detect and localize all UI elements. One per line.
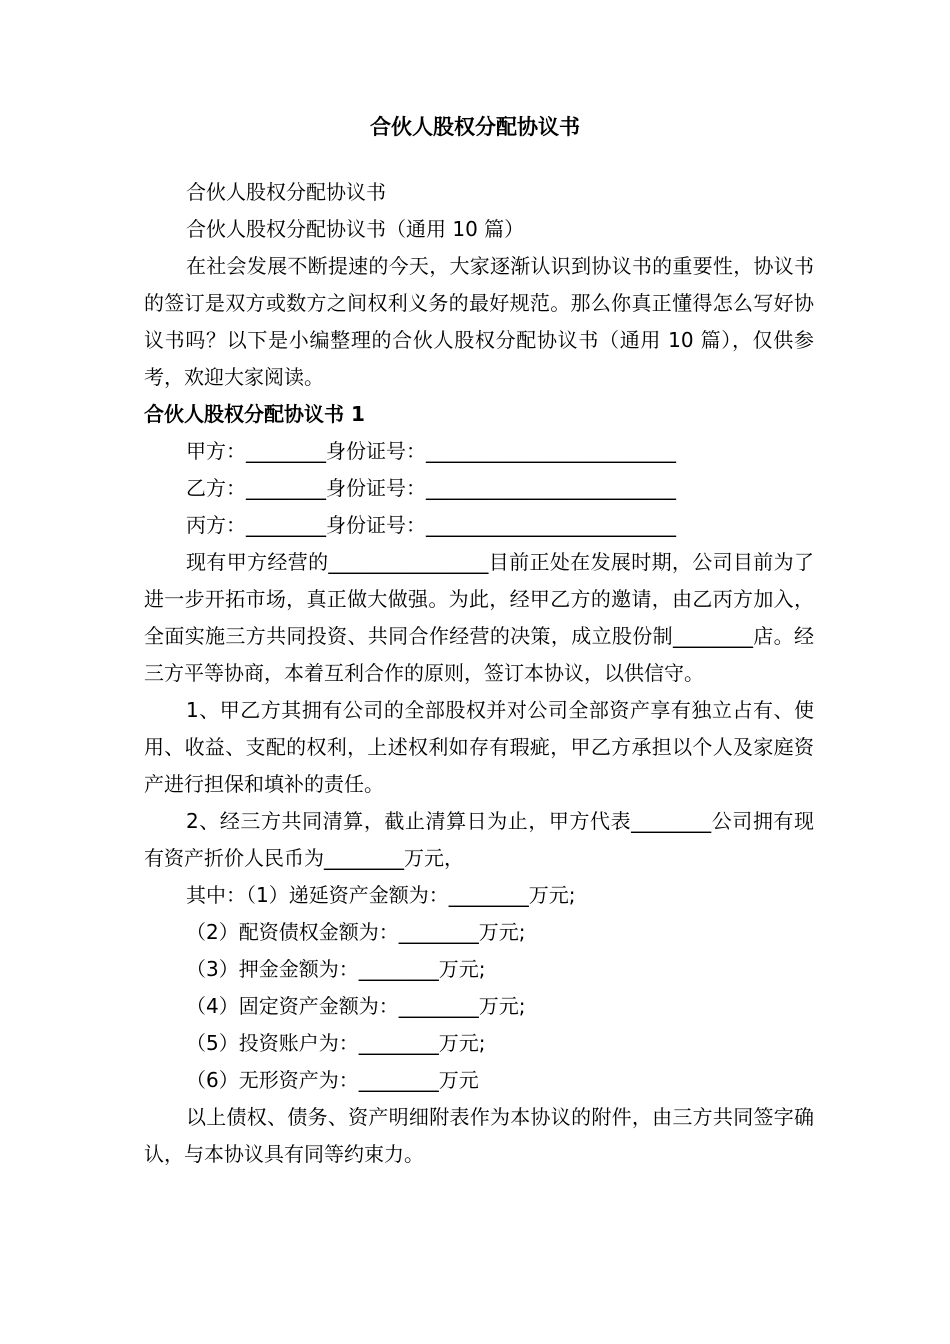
section-heading: 合伙人股权分配协议书 1: [144, 402, 365, 426]
background-paragraph: 现有甲方经营的________________目前正处在发展时期，公司目前为了进一步开拓市场，真正做大做强。为此，经甲乙方的邀请，由乙丙方加入，全面实施三方共同投资、共同合作经营的决策，成立股份制________店。经三方平等协商，本着互利合作的原则，签订本协议，以供信守。: [144, 550, 814, 685]
clause-2-paragraph: 2、经三方共同清算，截止清算日为止，甲方代表________公司拥有现有资产折价人民币为________万元，: [144, 809, 814, 870]
asset-item-6: （6）无形资产为：________万元: [186, 1068, 479, 1092]
document-title: 合伙人股权分配协议书: [370, 115, 580, 139]
clause-1-paragraph: 1、甲乙方其拥有公司的全部股权并对公司全部资产享有独立占有、使用、收益、支配的权利，上述权利如存有瑕疵，甲乙方承担以个人及家庭资产进行担保和填补的责任。: [144, 698, 814, 796]
asset-item-1: 其中：（1）递延资产金额为：________万元;: [186, 883, 576, 907]
party-b-line: 乙方：________身份证号：_________________________: [186, 476, 676, 500]
intro-paragraph: 在社会发展不断提速的今天，大家逐渐认识到协议书的重要性，协议书的签订是双方或数方之间权利义务的最好规范。那么你真正懂得怎么写好协议书吗？以下是小编整理的合伙人股权分配协议书（通用 10 篇），仅供参考，欢迎大家阅读。: [144, 254, 814, 389]
document-body: [144, 174, 814, 1173]
asset-item-4: （4）固定资产金额为：________万元;: [186, 994, 526, 1018]
subtitle-general-paragraph: 合伙人股权分配协议书（通用 10 篇）: [186, 217, 525, 241]
party-a-line: 甲方：________身份证号：_________________________: [186, 439, 676, 463]
asset-item-2: （2）配资债权金额为：________万元;: [186, 920, 526, 944]
asset-item-3: （3）押金金额为：________万元;: [186, 957, 486, 981]
party-c-line: 丙方：________身份证号：_________________________: [186, 513, 676, 537]
subtitle-paragraph: 合伙人股权分配协议书: [186, 180, 386, 204]
attachment-paragraph: 以上债权、债务、资产明细附表作为本协议的附件，由三方共同签字确认，与本协议具有同等约束力。: [144, 1105, 814, 1166]
asset-item-5: （5）投资账户为：________万元;: [186, 1031, 486, 1055]
